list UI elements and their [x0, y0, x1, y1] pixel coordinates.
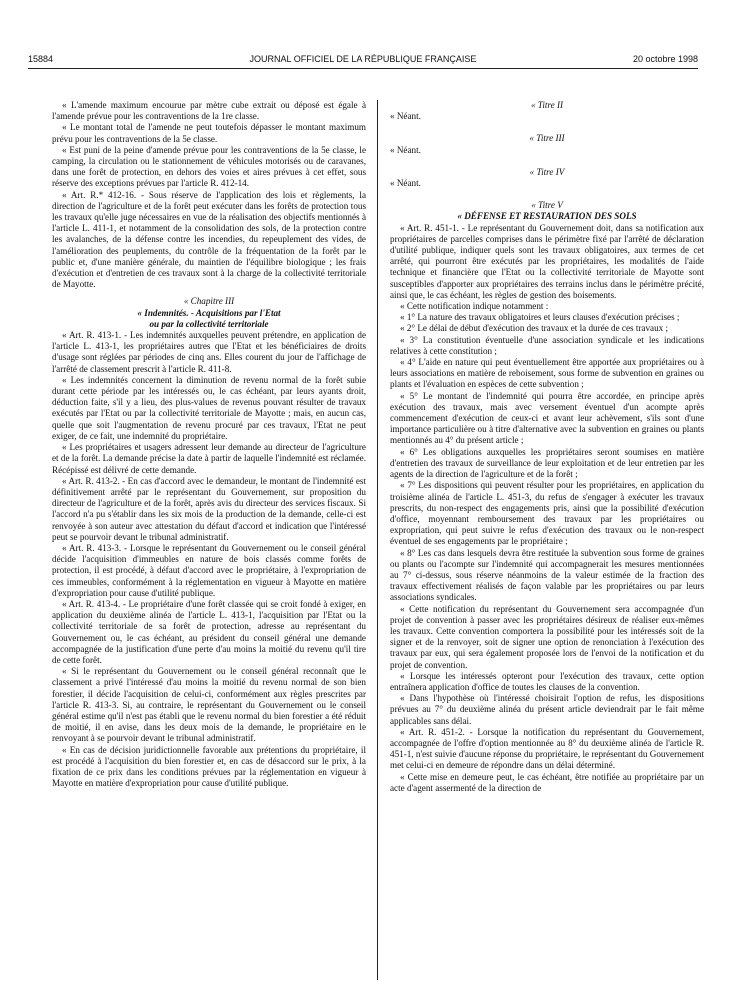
paragraph: « Art. R. 413-1. - Les indemnités auxquelles peuvent prétendre, en application de l'article L. 413-1, les propriétaires autres que l'Etat et les bénéficiaires de droits d'usage sont réglées par périodes de cinq ans. Elles courent du jour de l'affichage de l'arrêté de classement prescrit à l'article R. 411-8.	[52, 330, 366, 374]
right-column	[390, 100, 704, 794]
paragraph: « 1° La nature des travaux obligatoires et leurs clauses d'exécution précises ;	[400, 312, 680, 323]
paragraph: « Dans l'hypothèse où l'intéressé choisirait l'option de refus, les dispositions prévues au 7° du deuxième alinéa du présent article deviendrait par le fait même applicables sans délai.	[390, 693, 704, 726]
paragraph: « Est puni de la peine d'amende prévue pour les contraventions de la 5e classe, le camping, la circulation ou le stationnement de véhicules motorisés ou de caravanes, dans une forêt de protection, en dehors des voies et aires prévues à cet effet, sous réserve des exceptions prévues par l'article R. 412-14.	[52, 144, 366, 189]
paragraph: « 3° La constitution éventuelle d'une association syndicale et les indications relatives à cette constitution ;	[390, 334, 704, 356]
section-heading: « Titre III	[529, 133, 565, 144]
spacer	[390, 156, 704, 167]
neant-paragraph: « Néant.	[390, 111, 421, 122]
paragraph: « Art. R. 451-1. - Le représentant du Gouvernement doit, dans sa notification aux propriétaires de parcelles comprises dans le périmètre fixé par l'arrêté de déclaration d'utilité publique, indiquer quels sont les travaux obligatoires, aux termes de cet arrêté, qui pourront être exécutés par les propriétaires, les modalités de l'aide technique et financière que l'Etat ou la collectivité territoriale de Mayotte sont susceptibles d'apporter aux propriétaires des terrains inclus dans le périmètre précité, ainsi que, le cas échéant, les règles de gestion des boisements.	[390, 222, 704, 300]
page-header	[28, 54, 698, 68]
section-title: « Indemnités. - Acquisitions par l'Etat	[137, 307, 281, 318]
paragraph: « Cette notification du représentant du Gouvernement sera accompagnée d'un projet de convention à passer avec les propriétaires désireux de réaliser eux-mêmes les travaux. Cette convention comportera la possibilité pour les intéressés soit de la signer et de la renvoyer, soit de signer une option de renonciation à l'exécution des travaux par eux, qui sera également proposée lors de l'envoi de la notification et du projet de convention.	[390, 603, 704, 670]
paragraph: « Lorsque les intéressés opteront pour l'exécution des travaux, cette option entraînera application d'office de toutes les clauses de la convention.	[390, 670, 704, 692]
section-title: ou par la collectivité territoriale	[149, 318, 269, 329]
left-column	[52, 100, 366, 789]
issue-date: 20 octobre 1998	[632, 54, 698, 64]
section-title: « DÉFENSE ET RESTAURATION DES SOLS	[457, 211, 637, 222]
paragraph: « 4° L'aide en nature qui peut éventuellement être apportée aux propriétaires ou à leurs associations en matière de reboisement, sous forme de subvention en graines ou plants et l'évaluation en espèces de cette subvention ;	[390, 357, 704, 390]
paragraph: « 6° Les obligations auxquelles les propriétaires seront soumises en matière d'entretien des travaux de surveillance de leur exploitation et de leur entretien par les agents de la direction de l'agriculture et de la forêt ;	[390, 446, 704, 480]
paragraph: « Art. R. 451-2. - Lorsque la notification du représentant du Gouvernement, accompagnée de l'offre d'option mentionnée au 8° du deuxième alinéa de l'article R. 451-1, n'est suivie d'aucune réponse du propriétaire, le représentant du Gouvernement met celui-ci en demeure de répondre dans un délai déterminé.	[390, 726, 704, 771]
neant-paragraph: « Néant.	[390, 178, 421, 189]
page-number: 15884	[28, 54, 54, 64]
paragraph: « Cette mise en demeure peut, le cas échéant, être notifiée au propriétaire par un acte d'agent assermenté de la direction de	[390, 771, 704, 793]
paragraph: « 8° Les cas dans lesquels devra être restituée la subvention sous forme de graines ou plants ou l'acompte sur l'indemnité qui accompagnerait les mesures mentionnées au 7° ci-dessus, sous réserve néanmoins de la valeur estimée de la fraction des travaux effectivement réalisés de façon valable par les propriétaires ou par leurs associations syndicales.	[390, 547, 704, 603]
section-heading: « Titre IV	[529, 166, 565, 177]
paragraph: « Les propriétaires et usagers adressent leur demande au directeur de l'agriculture et de la forêt. La demande précise la date à partir de laquelle l'indemnité est réclamée. Récépissé est délivré de cette demande.	[52, 442, 366, 475]
paragraph: « 2° Le délai de début d'exécution des travaux et la durée de ces travaux ;	[400, 323, 669, 334]
paragraph: « Art. R. 413-2. - En cas d'accord avec le demandeur, le montant de l'indemnité est définitivement arrêté par le représentant du Gouvernement, sur proposition du directeur de l'agriculture et de la forêt, après avis du directeur des services fiscaux. Si l'accord n'a pu s'établir dans les six mois de la production de la demande, celle-ci est renvoyée à son auteur avec attestation du défaut d'accord et indication que l'intéressé peut se pourvoir devant le tribunal administratif.	[52, 475, 366, 542]
paragraph: « 7° Les dispositions qui peuvent résulter pour les propriétaires, en application du troisième alinéa de l'article L. 451-3, du refus de s'engager à exécuter les travaux prescrits, du non-respect des engagements pris, ainsi que la possibilité d'exécution d'office, moyennant remboursement des travaux par les propriétaires ou expropriation, qui peut suivre le refus d'exécution des travaux ou le non-respect éventuel de ses engagements par le propriétaire ;	[390, 480, 704, 547]
section-heading: « Titre II	[530, 100, 564, 110]
journal-title: JOURNAL OFFICIEL DE LA RÉPUBLIQUE FRANÇAISE	[249, 54, 477, 64]
section-heading: « Chapitre III	[183, 296, 235, 307]
paragraph: « L'amende maximum encourue par mètre cube extrait ou déposé est égale à l'amende prévue pour les contraventions de la 1re classe.	[52, 100, 366, 122]
header-rule	[28, 68, 698, 69]
paragraph: « 5° Le montant de l'indemnité qui pourra être accordée, en principe après exécution des travaux, mais avec versement éventuel d'un acompte après commencement d'exécution de ceux-ci et avant leur achèvement, s'ils sont d'une importance particulière ou à titre d'alternative avec la subvention en graines ou plants mentionnés au 4° du présent article ;	[390, 390, 704, 446]
paragraph: « Cette notification indique notamment :	[400, 301, 549, 312]
paragraph: « Si le représentant du Gouvernement ou le conseil général reconnaît que le classement a privé l'intéressé d'au moins la moitié du revenu normal de son bien forestier, il décide l'acquisition de celui-ci, conformément aux règles prescrites par l'article R. 413-3. Si, au contraire, le représentant du Gouvernement ou le conseil général estime qu'il n'est pas établi que le revenu normal du bien forestier a été réduit de moitié, il en avise, dans les deux mois de la demande, le propriétaire en le renvoyant à se pourvoir devant le tribunal administratif.	[52, 666, 366, 744]
paragraph: « Le montant total de l'amende ne peut toutefois dépasser le montant maximum prévu pour les contraventions de la 5e classe.	[52, 122, 366, 144]
spacer	[390, 122, 704, 133]
paragraph: « Art. R. 413-3. - Lorsque le représentant du Gouvernement ou le conseil général décide l'acquisition d'immeubles en nature de bois classés comme forêts de protection, il est procédé, à défaut d'accord avec le propriétaire, à l'expropriation de ces immeubles, conformément à la réglementation en vigueur à Mayotte en matière d'expropriation pour cause d'utilité publique.	[52, 542, 366, 598]
paragraph: « En cas de décision juridictionnelle favorable aux prétentions du propriétaire, il est procédé à l'acquisition du bien forestier et, en cas de désaccord sur le prix, à la fixation de ce prix dans les conditions prévues par la réglementation en vigueur à Mayotte en matière d'expropriation pour cause d'utilité publique.	[52, 744, 366, 789]
paragraph: « Art. R.* 412-16. - Sous réserve de l'application des lois et règlements, la direction de l'agriculture et de la forêt peut exécuter dans les forêts de protection tous les travaux qu'elle juge nécessaires en vue de la réalisation des objectifs mentionnés à l'article L. 411-1, et notamment de la consolidation des sols, de la protection contre les avalanches, de la défense contre les incendies, du repeuplement des vides, de l'amélioration des peuplements, du contrôle de la fréquentation de la forêt par le public et, d'une manière générale, du maintien de l'équilibre biologique ; les frais d'exécution et d'entretien de ces travaux sont à la charge de la collectivité territoriale de Mayotte.	[52, 189, 366, 290]
column-divider	[377, 100, 378, 980]
paragraph: « Art. R. 413-4. - Le propriétaire d'une forêt classée qui se croit fondé à exiger, en application du deuxième alinéa de l'article L. 413-1, l'acquisition par l'Etat ou la collectivité territoriale de sa forêt de protection, adresse au représentant du Gouvernement ou, le cas échéant, au président du conseil général une demande accompagnée de la justification d'une perte d'au moins la moitié du revenu qu'il tire de cette forêt.	[52, 598, 366, 665]
spacer	[390, 189, 704, 200]
neant-paragraph: « Néant.	[390, 144, 421, 155]
section-heading: « Titre V	[531, 200, 563, 211]
paragraph: « Les indemnités concernent la diminution de revenu normal de la forêt subie durant cette période par les intéressés ou, le cas échéant, par leurs ayants droit, déduction faite, s'il y a lieu, des plus-values de revenus pouvant résulter de travaux exécutés par l'Etat ou par la collectivité territoriale de Mayotte ; mais, en aucun cas, quelle que soit l'augmentation de revenu procuré par ces travaux, l'Etat ne peut exiger, de ce fait, une indemnité du propriétaire.	[52, 374, 366, 441]
